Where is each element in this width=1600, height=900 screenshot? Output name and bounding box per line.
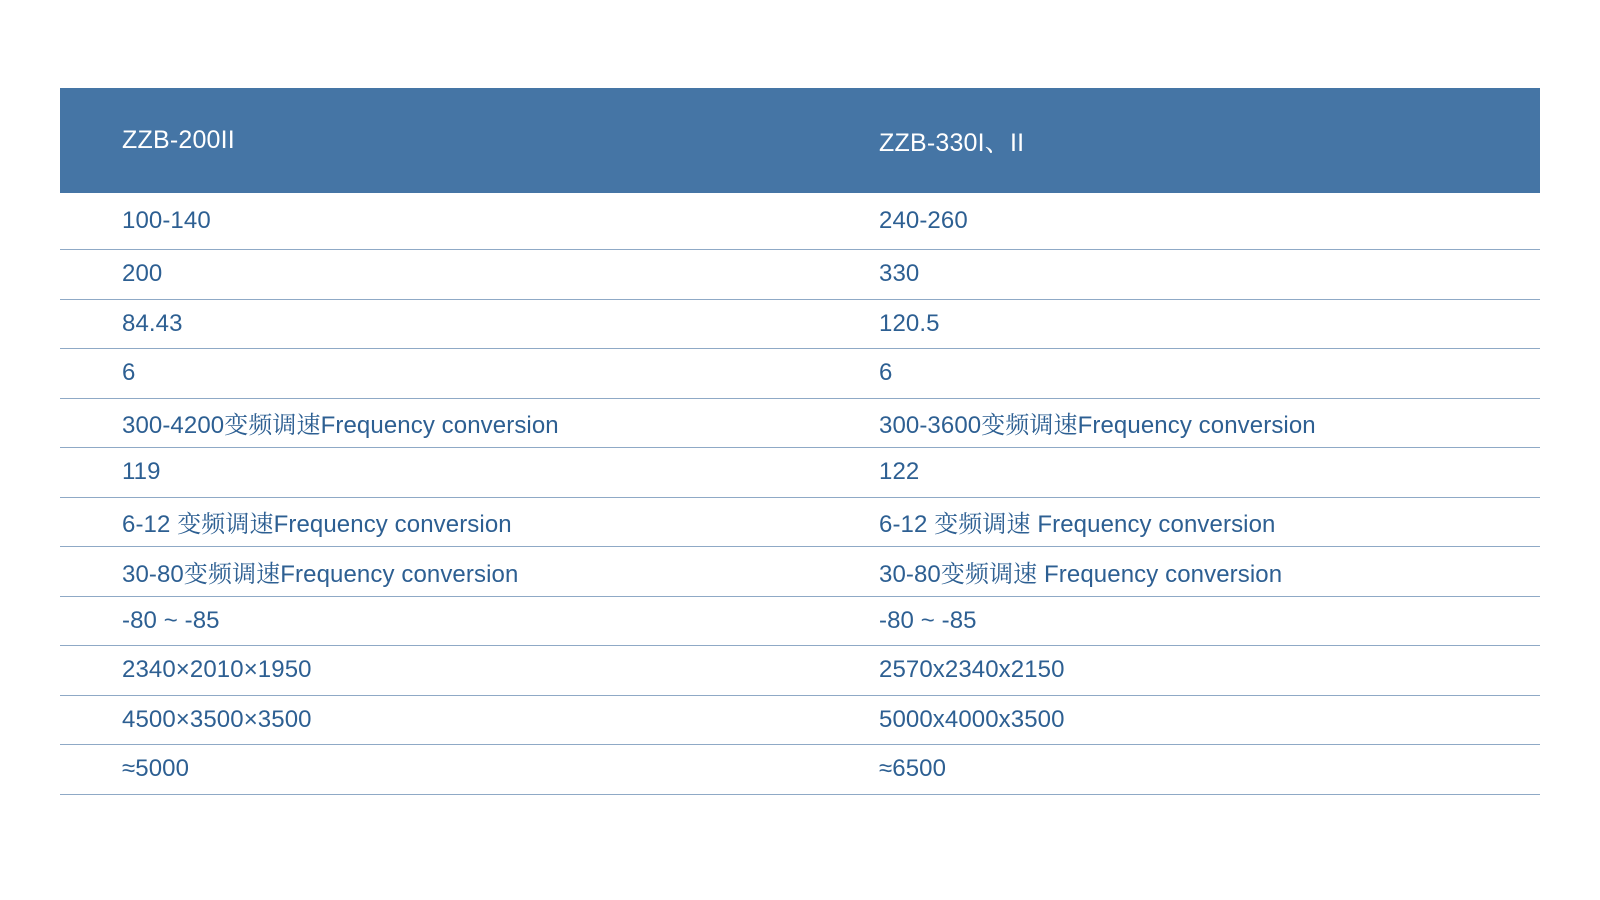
table-row <box>60 250 1540 300</box>
table-cell: 330 <box>817 250 1540 300</box>
column-header-model-1: ZZB-200II <box>60 88 817 193</box>
table-cell: 120.5 <box>817 299 1540 349</box>
column-header-model-2: ZZB-330I、II <box>817 88 1540 193</box>
table-cell: 119 <box>60 448 817 498</box>
table-row <box>60 349 1540 399</box>
table-cell: ≈6500 <box>817 745 1540 795</box>
table-row <box>60 448 1540 498</box>
table-cell: 6-12 变频调速 Frequency conversion <box>817 497 1540 547</box>
table-body <box>60 193 1540 794</box>
table-cell: ≈5000 <box>60 745 817 795</box>
table-cell: 2570x2340x2150 <box>817 646 1540 696</box>
table-row <box>60 547 1540 597</box>
specification-table <box>60 88 1540 795</box>
table-cell: 5000x4000x3500 <box>817 695 1540 745</box>
table-cell: 6-12 变频调速Frequency conversion <box>60 497 817 547</box>
table-cell: 4500×3500×3500 <box>60 695 817 745</box>
table-row <box>60 596 1540 646</box>
table-cell: 6 <box>60 349 817 399</box>
table-row <box>60 745 1540 795</box>
table-cell: 2340×2010×1950 <box>60 646 817 696</box>
table-row <box>60 646 1540 696</box>
table-cell: 30-80变频调速 Frequency conversion <box>817 547 1540 597</box>
table-row <box>60 398 1540 448</box>
table-header <box>60 88 1540 193</box>
table-cell: 84.43 <box>60 299 817 349</box>
table-row <box>60 299 1540 349</box>
table-cell: 30-80变频调速Frequency conversion <box>60 547 817 597</box>
table-row <box>60 497 1540 547</box>
table-cell: 240-260 <box>817 193 1540 250</box>
table-cell: 6 <box>817 349 1540 399</box>
table-cell: -80 ~ -85 <box>60 596 817 646</box>
table-header-row <box>60 88 1540 193</box>
table-cell: 100-140 <box>60 193 817 250</box>
table-row <box>60 695 1540 745</box>
table-cell: -80 ~ -85 <box>817 596 1540 646</box>
table-cell: 300-3600变频调速Frequency conversion <box>817 398 1540 448</box>
table-row <box>60 193 1540 250</box>
table-cell: 300-4200变频调速Frequency conversion <box>60 398 817 448</box>
table-cell: 200 <box>60 250 817 300</box>
table-cell: 122 <box>817 448 1540 498</box>
